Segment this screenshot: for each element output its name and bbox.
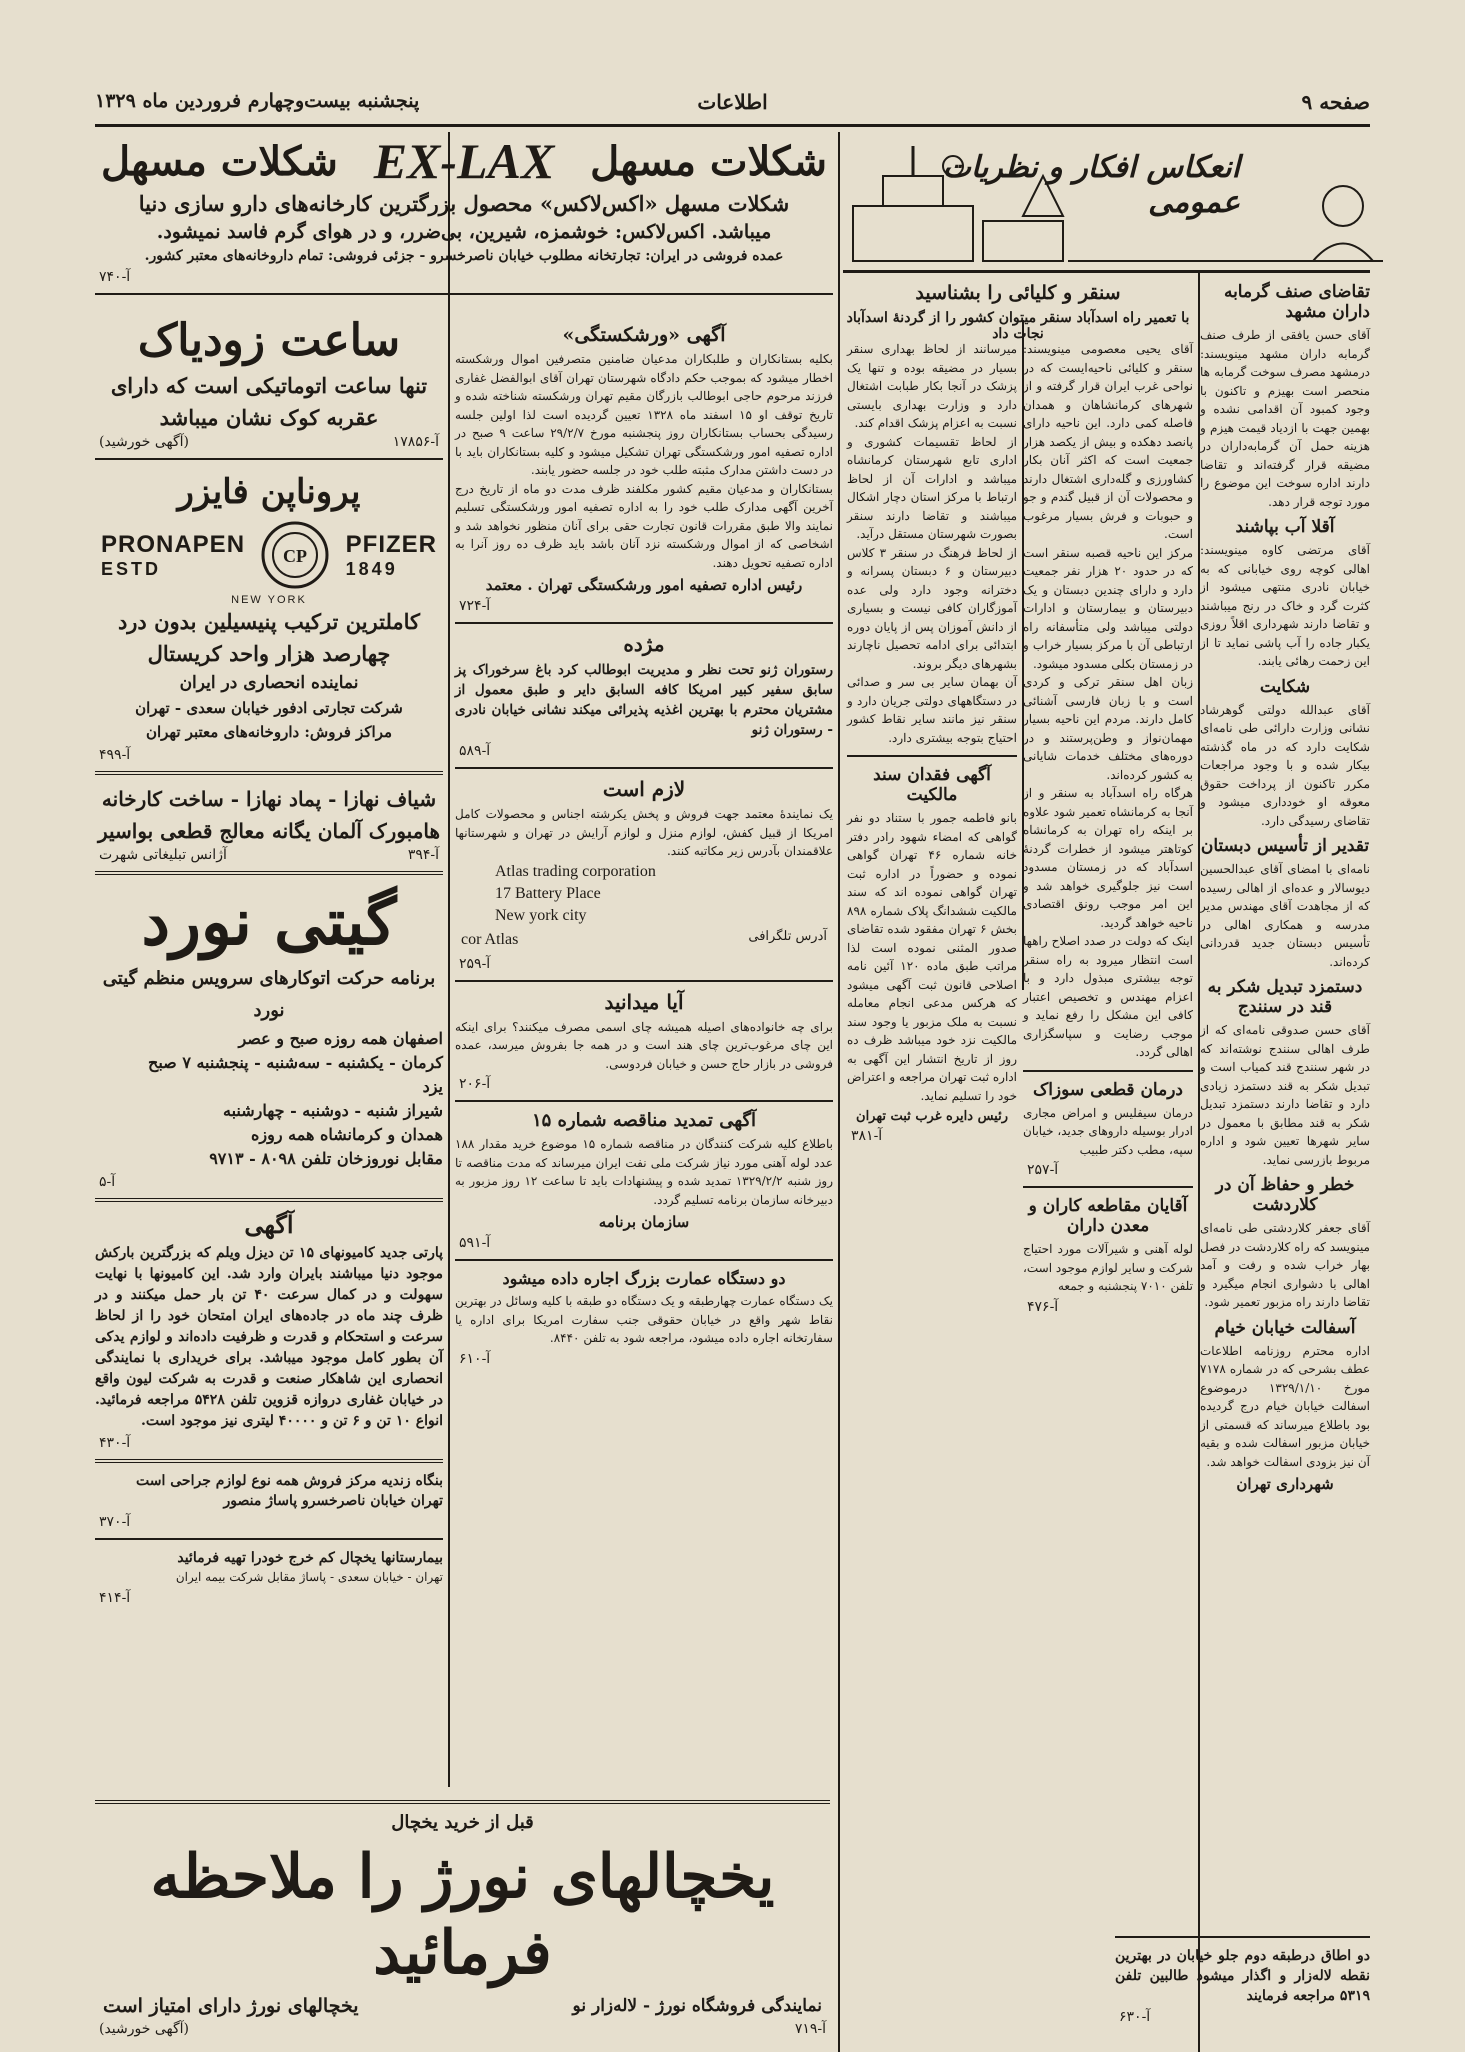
- ad-body: بنگاه زندیه مرکز فروش همه نوع لوازم جراحی است: [136, 1473, 443, 1489]
- ad-code: آ-۶۳۰: [1119, 2009, 1151, 2025]
- article-title: تقاضای صنف گرمابه داران مشهد: [1223, 282, 1370, 322]
- ad-code: آ-۷۲۴: [459, 598, 491, 614]
- article-title: آسفالت خیابان خیام: [1214, 1317, 1356, 1338]
- ad-body: باطلاع کلیه شرکت کنندگان در مناقصه شماره ۱۵ موضوع خرید مقدار ۱۸۸ عدد لوله آهنی مورد نیاز شرکت ملی نفت ایران میرساند که مدت مناقصه تا روز شنبه ۱۳۲۹/۲/۲ تمدید شده و پیشنهادات باید تا ساعت ۱۲ روز مزبور به دبیرخانه سازمان برنامه تسلیم گردد.: [455, 1137, 834, 1207]
- article-body: آقای عبدالله دولتی گوهرشاد نشانی وزارت دارائی طی نامه‌ای شکایت دارد که در ماه گذشته بیکار شده و با وجود مراجعات مکرر تاکنون از پرداخت حقوق معوقه او خودداری میشود و تقاضای رسیدگی دارد.: [1200, 702, 1370, 828]
- article-body: آقای حسن یافقی از طرف صنف گرمابه داران مشهد مینویسند: درمشهد مصرف سوخت گرمابه ها منحصر است بهیزم و تاکنون با وجود کمبود آن اقدامی نشده و بهمین جهت با ازدیاد قیمت هیزم و هزینه حمل آن گرمابه‌داران در مضیقه قرار گرفته‌اند و تقاضا دارند اداره سوخت این موضوع را مورد توجه قرار دهد.: [1200, 328, 1370, 509]
- ad-note: (آگهی خورشید): [99, 2021, 190, 2037]
- ad-title: آقایان مقاطعه کاران و معدن داران: [1028, 1196, 1188, 1236]
- article-title: خطر و حفاظ آن در کلاردشت: [1215, 1175, 1355, 1215]
- pfizer-seal-text: NEW YORK: [231, 594, 307, 606]
- page-number: صفحه ۹: [1301, 90, 1370, 114]
- article-body: اداره محترم روزنامه اطلاعات عطف بشرحی که در شماره ۷۱۷۸ مورخ ۱۳۲۹/۱/۱۰ درموضوع اسفالت خیابان خیام درج گردیده بود باطلاع میرساند که قسمتی از خیابان مزبور اسفالت شده و بقیه آن نیز بزودی اسفالت خواهد شد.: [1200, 1343, 1370, 1469]
- exlax-title-fa: شکلات مسهل: [590, 137, 827, 185]
- pfizer-year: 1849: [345, 558, 398, 579]
- column-rule: [448, 132, 450, 1787]
- ad-title: لازم است: [602, 777, 686, 801]
- article-body: زبان اهل سنقر ترکی و کردی است و با زبان فارسی آشنائی کامل دارند. مردم این ناحیه بسیار مهمان‌نواز و وطن‌پرستند و در دوره‌های مختلف خدمات شایانی به کشور کرده‌اند.: [1023, 675, 1193, 782]
- ad-title: آیا میدانید: [604, 989, 684, 1014]
- column-sonqor-b: [847, 340, 1017, 1147]
- ad-code: آ-۳۸۱: [851, 1128, 883, 1144]
- ad-code: آ-۲۰۶: [459, 1076, 491, 1092]
- giti-title: گیتی نورد: [141, 885, 397, 960]
- masthead-illustration: [843, 136, 1403, 266]
- ad-signature: سازمان برنامه: [598, 1213, 690, 1231]
- ad-kicker: قبل از خرید یخچال: [391, 1812, 534, 1833]
- zodiac-title: ساعت زودیاک: [137, 315, 401, 366]
- route-line: اصفهان همه روزه صبح و عصر: [238, 1029, 443, 1048]
- ad-body: تنها ساعت اتوماتیکی است که دارای: [110, 373, 428, 398]
- ad-note: آژانس تبلیغاتی شهرت: [99, 847, 227, 863]
- ad-body: تهران - خیابان سعدی - پاساژ مقابل شرکت بیمه ایران: [175, 1570, 443, 1584]
- article-body: آقای مرتضی کاوه مینویسند: اهالی کوچه روی خیابانی که به خیابان نادری منتهی میشود از کثرت گرد و خاک در رنج میباشند و تقاضا دارند شهرداری اقلاً روزی یکبار جاده را آب پاشی نماید تا از این زحمت رهائی یابند.: [1200, 543, 1370, 668]
- article-title: دستمزد تبدیل شکر به قند در سنندج: [1207, 977, 1363, 1017]
- ad-body: عقربه کوک نشان میباشد: [159, 405, 379, 430]
- ad-body: یک نمایندهٔ معتمد جهت فروش و پخش یکرشته اجناس و محصولات کامل امریکا از قبیل کفش، لوازم منزل و لوازم آرایش در تهران و شهرستانها علاقمندان بآدرس زیر مکاتبه کنند.: [455, 807, 833, 858]
- room-rent-ad: [1115, 1928, 1370, 2028]
- pfizer-seal-icon: [260, 520, 330, 590]
- article-title: شکایت: [1259, 676, 1311, 697]
- ad-body: یخچالهای نورژ دارای امتیاز است: [103, 1995, 359, 2017]
- ad-body: یک دستگاه عمارت چهارطبقه و یک دستگاه دو طبقه با کلیه وسائل در بهترین نقاط شهر واقع در خیابان حقوقی جنب سفارت امریکا برای اداره یا سفارتخانه اجاره داده میشود، مراجعه شود به تلفن ۸۴۴۰.: [455, 1294, 833, 1345]
- pfizer-brand-en: PRONAPEN: [101, 530, 246, 558]
- ad-code: آ-۶۱۰: [459, 1350, 491, 1367]
- route-line: همدان و کرمانشاه همه روزه: [251, 1125, 443, 1144]
- ad-body: چهارصد هزار واحد کریستال: [147, 641, 391, 666]
- ad-code: آ-۴۳۰: [99, 1435, 131, 1451]
- ad-code: آ-۵۹۱: [459, 1235, 491, 1251]
- ad-code: آ-۳۹۴: [407, 847, 439, 863]
- ad-body: عمده فروشی در ایران: تجارتخانه مطلوب خیابان ناصرخسرو - جزئی فروشی: تمام داروخانه‌های معتبر کشور.: [144, 248, 784, 264]
- article-subtitle: با تعمیر راه اسدآباد سنقر میتوان کشور را از گردنهٔ اسدآباد نجات داد: [846, 310, 1190, 342]
- ad-body: شیاف نهازا - پماد نهازا - ساخت کارخانه: [101, 787, 437, 811]
- ad-body: میباشد. اکس‌لاکس: خوشمزه، شیرین، بی‌ضرر، و در هوای گرم فاسد نمیشود.: [156, 221, 772, 243]
- pfizer-est: ESTD: [101, 558, 162, 579]
- ad-code: آ-۲۵۷: [1027, 1162, 1059, 1178]
- address-line: Atlas trading corporation: [495, 862, 656, 880]
- ad-title: درمان قطعی سوزاک: [1032, 1079, 1183, 1100]
- ad-title: دو دستگاه عمارت بزرگ اجاره داده میشود: [502, 1269, 786, 1288]
- ad-signature: رئیس دایره غرب ثبت تهران: [856, 1109, 1008, 1124]
- ad-note: (آگهی خورشید): [99, 434, 190, 450]
- telegraph-label: آدرس تلگرافی: [748, 928, 827, 944]
- ad-body: نمایندگی فروشگاه نورژ - لاله‌زار نو: [572, 1996, 822, 2016]
- article-body: اینک که دولت در صدد اصلاح راهها است انتظار میرود به راه سنقر توجه بیشتری مبذول دارد و با اعزام مهندس و تخصیص اعتبار کافی این مشکل را رفع نماید و موجب رضایت و سپاسگزاری اهالی گردد.: [1023, 934, 1193, 1059]
- address-line: 17 Battery Place: [495, 884, 601, 902]
- article-body: آقای جعفر کلاردشتی طی نامه‌ای مینویسد که راه کلاردشت در فصل بهار خراب شده و رفت و آمد اهالی با دشواری انجام میگیرد و تقاضا دارند راه مزبور تعمیر شود.: [1200, 1221, 1370, 1309]
- column-letters: [1200, 276, 1370, 1497]
- ad-body: دو اطاق درطبقه دوم جلو خیابان در بهترین نقطه لاله‌زار و اگذار میشود طالبین تلفن ۵۳۱۹ مراجعه فرمایند: [1115, 1948, 1370, 2004]
- article-title: سنقر و کلیائی را بشناسید: [915, 282, 1121, 304]
- ad-body: درمان سیفلیس و امراض مجاری ادرار بوسیله داروهای جدید، خیابان سپه، مطب دکتر طبیب: [1023, 1105, 1193, 1157]
- ad-body: شکلات مسهل «اکس‌لاکس» محصول بزرگترین کارخانه‌های دارو سازی دنیا: [138, 191, 790, 216]
- pfizer-title: پروناپن فایزر: [177, 472, 361, 512]
- ad-title: آگهی: [244, 1210, 294, 1239]
- ad-code: آ-۱۷۸۵۶: [392, 434, 439, 450]
- ad-body: مراکز فروش: داروخانه‌های معتبر تهران: [145, 723, 393, 741]
- ad-code: آ-۷۴۰: [99, 269, 131, 285]
- ad-code: آ-۴۱۴: [99, 1589, 131, 1606]
- sonqor-article: [843, 276, 1193, 346]
- ad-body: بستانکاران و مدعیان مقیم کشور مکلفند ظرف مدت دو ماه از تاریخ درج آخرین آگهی مدارک طلب خود را به اداره تصفیه امور ورشکستگی تسلیم نمایند والا طبق مقررات قانون تجارت حقی برای آنان منظور نخواهد شد و اشخاصی که از اموال ورشکسته نزد آنان باشد باید ظرف ده روز آنرا به اداره تصفیه تحویل دهند.: [455, 481, 833, 570]
- ad-title: مژده: [623, 632, 665, 656]
- ad-code: آ-۲۵۹: [459, 955, 491, 972]
- article-signature: شهرداری تهران: [1236, 1475, 1334, 1493]
- article-body: آن بهمان سایر بی سر و صدائی در دستگاههای دولتی جریان دارد و سنقر نیز مانند سایر نقاط کشور احتیاج بتوجه بیشتری دارد.: [847, 675, 1017, 745]
- column-ads-left: [95, 312, 443, 1609]
- ad-body: شرکت تجارتی ادفور خیابان سعدی - تهران: [135, 699, 403, 717]
- svg-text:CP: CP: [283, 546, 308, 566]
- route-line: مقابل نوروزخان تلفن ۸۰۹۸ - ۹۷۱۳: [209, 1149, 443, 1168]
- pfizer-brand-en: PFIZER: [345, 530, 437, 558]
- ad-body: برنامه حرکت اتوکارهای سرویس منظم گیتی نورد: [102, 968, 436, 1021]
- ad-body: برای چه خانواده‌های اصیله همیشه چای اسمی مصرف میکنند؟ برای اینکه این چای مرغوب‌ترین چای هند است و در همه جا بفروش میرسد، عمده فروشی در بازار حاج حسن و خیابان فردوسی.: [455, 1019, 833, 1071]
- section-masthead: [843, 132, 1370, 273]
- article-title: تقدیر از تأسیس دبستان: [1200, 836, 1370, 856]
- ad-title: آگهی تمدید مناقصه شماره ۱۵: [531, 1110, 757, 1131]
- norge-fridge-ad: [95, 1792, 830, 2037]
- column-ads-center: [455, 318, 833, 1370]
- ad-code: آ-۵: [99, 1174, 116, 1190]
- article-body: از لحاظ فرهنگ در سنقر ۳ کلاس دبیرستان و ۶ دبستان پسرانه و دخترانه وجود دارد ولی عده آموزگاران کافی نیست و بسیاری از دانش آموزان پس از پایان دوره ابتدائی برای ادامه تحصیل ناچارند بشهرهای دیگر بروند.: [847, 545, 1017, 671]
- ad-body: تهران خیابان ناصرخسرو پاساژ منصور: [223, 1493, 443, 1509]
- issue-date: پنجشنبه بیست‌وچهارم فروردین ماه ۱۳۲۹: [95, 90, 420, 112]
- ad-body: پارتی جدید کامیونهای ۱۵ تن دیزل ویلم که بزرگترین بارکش موجود دنیا میباشند بایران وارد شد. این کامیونها با نهایت سهولت و در کمال سرعت ۴۰ تن بار حمل میکنند و در ظرف چند ماه در جاده‌های ایران امتحان خود را از لحاظ سرعت و استحکام و قدرت و ظرفیت داده‌اند و لوازم یدکی آن بطور کامل موجود میباشد. برای خریداری با نمایندگی انحصاری این شاهکار صنعت و قدرت به شرکت لیون واقع در خیابان غفاری دروازه قزوین تلفن ۵۴۲۸ مراجعه فرمائید. انواع ۱۰ تن و ۶ تن و ۴۰۰۰۰ لیتری نیز موجود است.: [95, 1245, 443, 1429]
- route-line: کرمان - یکشنبه - سه‌شنبه - پنجشنبه ۷ صبح: [148, 1053, 443, 1072]
- article-body: نامه‌ای با امضای آقای عبدالحسین دیوسالار و عده‌ای از اهالی رسیده که از مجاهدت آقای مهندس مدیر مدرسه و همکاری اهالی در تأسیس دبستان جدید قدردانی کرده‌اند.: [1200, 862, 1370, 969]
- public-opinion-section: [843, 132, 1370, 273]
- ad-code: آ-۴۷۶: [1027, 1298, 1059, 1315]
- ad-title: آگهی «ورشکستگی»: [562, 324, 726, 346]
- exlax-title-fa: شکلات مسهل: [101, 137, 338, 185]
- ad-code: آ-۷۱۹: [794, 2021, 826, 2037]
- ad-body: نماینده انحصاری در ایران: [179, 673, 359, 693]
- exlax-ad: [95, 132, 833, 303]
- route-line: یزد: [422, 1077, 443, 1096]
- newspaper-name: اطلاعات: [697, 90, 768, 114]
- ad-body: کاملترین ترکیب پنیسیلین بدون درد: [117, 609, 421, 634]
- article-body: آقای یحیی معصومی مینویسند: سنقر و کلیائی ناحیه‌ایست که در نواحی غرب ایران قرار گرفته و از شهرهای کرمانشاهان و همدان فاصله کمی دارد. این ناحیه دارای پانصد دهکده و بیش از یکصد هزار جمعیت است که اکثر آنان بکار کشاورزی و گله‌داری اشتغال دارند و محصولات آن از قبیل گندم و جو و حبوبات و فرش بسیار مرغوب است.: [1023, 342, 1193, 541]
- article-body: میرسانند از لحاظ بهداری سنقر بسیار در مضیقه بوده و تنها یک پزشک در آنجا بکار طبابت اشتغال دارد و وزارت بهداری بایستی نسبت به اعزام پزشک اقدام کند.: [847, 342, 1017, 430]
- ad-body: بکلیه بستانکاران و طلبکاران مدعیان ضامنین متصرفین اموال ورشکسته اخطار میشود که بموجب حکم دادگاه شهرستان تهران آقای ابوالفضل غفاری فرزند مرحوم حاجی ابوطالب بازرگان مقیم تهران ورشکسته شناخته شده و تاریخ توقف او ۱۵ اسفند ماه ۱۳۲۸ تعیین گردیده است لذا اولین جلسه رسیدگی بحساب بستانکاران روز پنجشنبه مورخ ۲۹/۲/۷ ساعت ۹ صبح در اداره تصفیه امور ورشکستگی تهران تشکیل میشود و کلیه بستانکاران باید با در دست داشتن مدارک مثبته طلب خود در جلسه حضور یابند.: [455, 352, 833, 477]
- pfizer-logo: [95, 516, 443, 594]
- ad-body: بیمارستانها یخچال کم خرج خودرا تهیه فرمائید: [177, 1550, 443, 1566]
- article-title: آقلا آب بپاشند: [1235, 517, 1335, 537]
- route-line: شیراز شنبه - دوشنبه - چهارشنبه: [222, 1101, 443, 1120]
- ad-code: آ-۵۸۹: [459, 743, 491, 759]
- ad-body: هامبورک آلمان یگانه معالج قطعی بواسیر: [97, 819, 441, 843]
- article-body: آقای حسن صدوقی نامه‌ای که از طرف اهالی سنندج نوشته‌اند که در شهر سنندج قند کمیاب است و تبدیل شکر به قند دستمزد زیادی دارد و تقاضا دارند دستمزد تبدیل شکر به قند مطابق با معمول در سایر شهرها تعیین شود و اداره مربوط بازرسی نماید.: [1200, 1023, 1370, 1167]
- section-masthead-title: انعکاس افکار و نظریات عمومی: [942, 150, 1240, 220]
- ad-signature: رئیس اداره تصفیه امور ورشکستگی تهران . معتمد: [485, 576, 803, 594]
- ad-code: آ-۳۷۰: [99, 1514, 131, 1530]
- ad-body: بانو فاطمه جمور با ستناد دو نفر گواهی که امضاء شهود رادر دفتر خانه شماره ۴۶ تهران گواهی نموده و حضوراً در اداره ثبت تهران گواهی نموده اند که سند مالکیت ششدانگ پلاک شماره ۸۹۸ بخش ۶ تهران مفقود شده تقاضای صدور المثنی نموده است لذا مراتب طبق ماده ۱۲۰ آئین نامه اصلاحی قانون ثبت آگهی میشود که هرکس مدعی انجام معامله نسبت به ملک مزبور یا وجود سند مالکیت نزد خود میباشد ظرف ده روز از تاریخ انتشار این آگهی به اداره ثبت تهران مراجعه و اعتراض خود را تسلیم نماید.: [847, 811, 1018, 1103]
- article-body: مرکز این ناحیه قصبه سنقر است که در حدود ۲۰ هزار نفر جمعیت دارد و دارای چندین دبستان و یک دبیرستان و بیمارستان و ادارات دولتی میباشد ولی متأسفانه راه ارتباطی آن با مرکز بسیار خراب و در زمستان بکلی مسدود میشود.: [1023, 545, 1193, 671]
- ad-headline: یخچالهای نورژ را ملاحظه فرمائید: [150, 1842, 775, 1988]
- article-body: از لحاظ تقسیمات کشوری و اداری تابع شهرستان کرمانشاه میباشد و ادارات آن از لحاظ ارتباط با مرکز استان دچار اشکال میباشند و تقاضا دارند سنقر بصورت شهرستان مستقل درآید.: [847, 434, 1017, 541]
- article-body: هرگاه راه اسدآباد به سنقر و از آنجا به کرمانشاه تعمیر شود علاوه بر اینکه راه تهران به کرمانشاه کوتاهتر میشود از خطرات گردنهٔ اسدآباد که در زمستان مسدود است نیز جلوگیری خواهد شد و این امر موجب رونق اقتصادی ناحیه خواهد گردید.: [1023, 786, 1193, 930]
- ad-body: لوله آهنی و شیرآلات مورد احتیاج شرکت و سایر لوازم موجود است، تلفن ۷۰۱۰ پنجشنبه و جمعه: [1023, 1242, 1193, 1293]
- telegraph-address: cor Atlas: [461, 930, 519, 948]
- ad-title: آگهی فقدان سند مالکیت: [873, 765, 991, 805]
- column-sonqor-a: [1023, 340, 1193, 1318]
- ad-body: رستوران ژنو تحت نظر و مدیریت ابوطالب کرد باغ سرخوراک پز سابق سفیر کبیر امریکا کافه السابق دایر و طبق معمول از مشتریان محترم با بهترین اغذیه پذیرائی میکند نشانی خیابان نادری - رستوران ژنو: [455, 662, 833, 738]
- exlax-title-en: EX-LAX: [373, 133, 555, 189]
- page-header: [95, 82, 1370, 127]
- address-line: New york city: [495, 906, 587, 924]
- column-rule: [838, 132, 840, 2052]
- ad-code: آ-۴۹۹: [99, 747, 131, 763]
